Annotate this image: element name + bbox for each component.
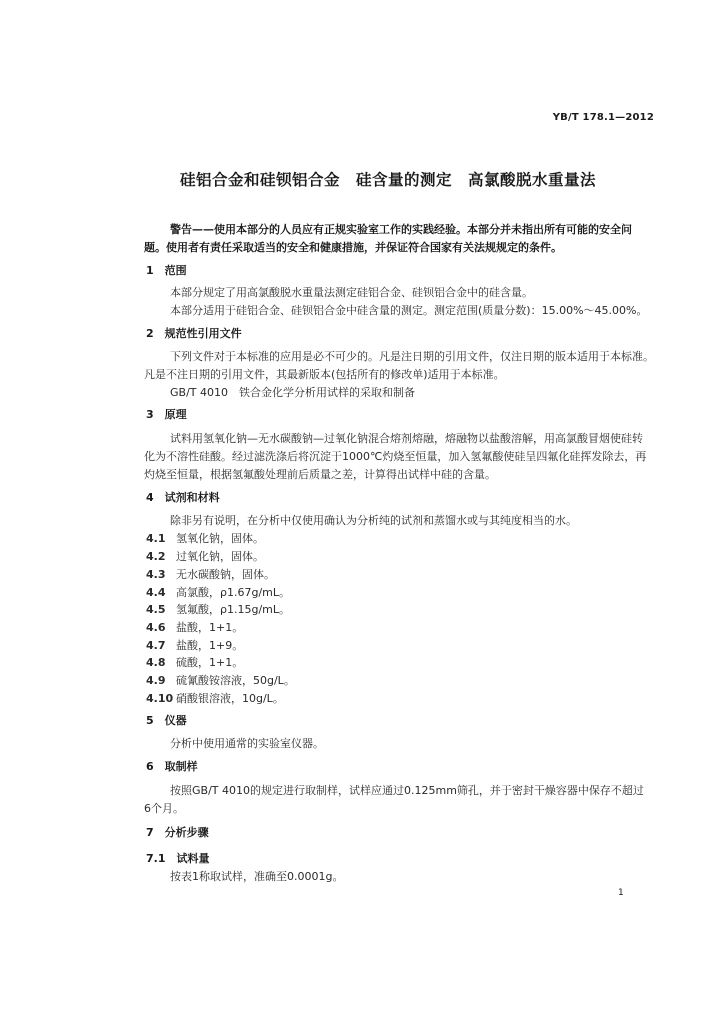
standard-code: YB/T 178.1—2012 xyxy=(552,112,654,123)
reagent-item-text: 氢氧化钠，固体。 xyxy=(176,532,264,545)
document-title: 硅铝合金和硅钡铝合金 硅含量的测定 高氯酸脱水重量法 xyxy=(180,171,597,189)
reagent-item xyxy=(146,530,264,546)
reagent-item-text: 过氧化钠，固体。 xyxy=(176,550,264,563)
reagent-item xyxy=(146,601,290,617)
section-7-1-title: 7.1 试料量 xyxy=(146,852,210,865)
reagent-item-text: 硫酸，1+1。 xyxy=(176,656,244,669)
reagent-item-text: 盐酸，1+1。 xyxy=(176,621,244,634)
section-5-para-1: 分析中使用通常的实验室仪器。 xyxy=(170,737,324,750)
reagent-item-text: 无水碳酸钠，固体。 xyxy=(176,568,275,581)
reagent-item xyxy=(146,672,295,688)
page-number: 1 xyxy=(618,888,624,898)
reagent-item-text: 硝酸银溶液，10g/L。 xyxy=(176,692,284,705)
reagent-item-text: 高氯酸，ρ1.67g/mL。 xyxy=(176,586,291,599)
section-6-line-2: 6个月。 xyxy=(144,802,184,815)
section-2-para-1a: 下列文件对于本标准的应用是必不可少的。凡是注日期的引用文件，仅注日期的版本适用于本标准。 xyxy=(170,350,654,363)
section-1-para-1: 本部分规定了用高氯酸脱水重量法测定硅铝合金、硅钡铝合金中的硅含量。 xyxy=(170,286,533,299)
reagent-item-text: 氢氟酸，ρ1.15g/mL。 xyxy=(176,603,291,616)
reagent-item xyxy=(146,566,275,582)
reagent-item-number: 4.1 xyxy=(146,532,166,545)
section-7-1-para-1: 按表1称取试样，准确至0.0001g。 xyxy=(170,870,344,883)
reagent-item-number: 4.4 xyxy=(146,586,166,599)
section-3-line-3: 灼烧至恒量，根据氢氟酸处理前后质量之差，计算得出试样中硅的含量。 xyxy=(144,468,496,481)
reagent-item-number: 4.9 xyxy=(146,674,166,687)
section-2-para-1b: 凡是不注日期的引用文件，其最新版本(包括所有的修改单)适用于本标准。 xyxy=(144,368,505,381)
reagent-item-number: 4.5 xyxy=(146,603,166,616)
reagent-item-text: 盐酸，1+9。 xyxy=(176,639,244,652)
warning-line-1: 警告——使用本部分的人员应有正规实验室工作的实践经验。本部分并未指出所有可能的安全问 xyxy=(170,223,632,236)
reagent-item xyxy=(146,548,264,564)
section-3-line-1: 试料用氢氧化钠—无水碳酸钠—过氧化钠混合熔剂熔融，熔融物以盐酸溶解，用高氯酸冒烟使硅转 xyxy=(170,432,643,445)
warning-line-2: 题。使用者有责任采取适当的安全和健康措施，并保证符合国家有关法规规定的条件。 xyxy=(144,241,562,254)
section-6-line-1: 按照GB/T 4010的规定进行取制样，试样应通过0.125mm筛孔，并于密封干燥容器中保存不超过 xyxy=(170,784,644,797)
reagent-item xyxy=(146,690,284,706)
section-7-title: 7 分析步骤 xyxy=(146,826,209,839)
reagent-item xyxy=(146,619,243,635)
reagent-item-number: 4.7 xyxy=(146,639,166,652)
reagent-item xyxy=(146,584,290,600)
reagent-item-number: 4.6 xyxy=(146,621,166,634)
reagent-item xyxy=(146,637,243,653)
reagent-item-number: 4.10 xyxy=(146,692,174,705)
reagent-item-text: 硫氰酸铵溶液，50g/L。 xyxy=(176,674,295,687)
reagent-item-number: 4.2 xyxy=(146,550,166,563)
reagent-item-number: 4.8 xyxy=(146,656,166,669)
section-3-title: 3 原理 xyxy=(146,408,187,421)
section-4-title: 4 试剂和材料 xyxy=(146,491,220,504)
section-2-reference: GB/T 4010 铁合金化学分析用试样的采取和制备 xyxy=(170,386,415,399)
reagent-item xyxy=(146,654,243,670)
section-2-title: 2 规范性引用文件 xyxy=(146,327,242,340)
reagent-item-number: 4.3 xyxy=(146,568,166,581)
section-5-title: 5 仪器 xyxy=(146,714,187,727)
section-3-line-2: 化为不溶性硅酸。经过滤洗涤后将沉淀于1000℃灼烧至恒量，加入氢氟酸使硅呈四氟化硅挥发除去，再 xyxy=(144,450,647,463)
section-4-intro: 除非另有说明，在分析中仅使用确认为分析纯的试剂和蒸馏水或与其纯度相当的水。 xyxy=(170,514,577,527)
section-1-title: 1 范围 xyxy=(146,264,187,277)
section-1-para-2: 本部分适用于硅铝合金、硅钡铝合金中硅含量的测定。测定范围(质量分数)：15.00%～45.00%。 xyxy=(170,304,648,317)
section-6-title: 6 取制样 xyxy=(146,760,198,773)
